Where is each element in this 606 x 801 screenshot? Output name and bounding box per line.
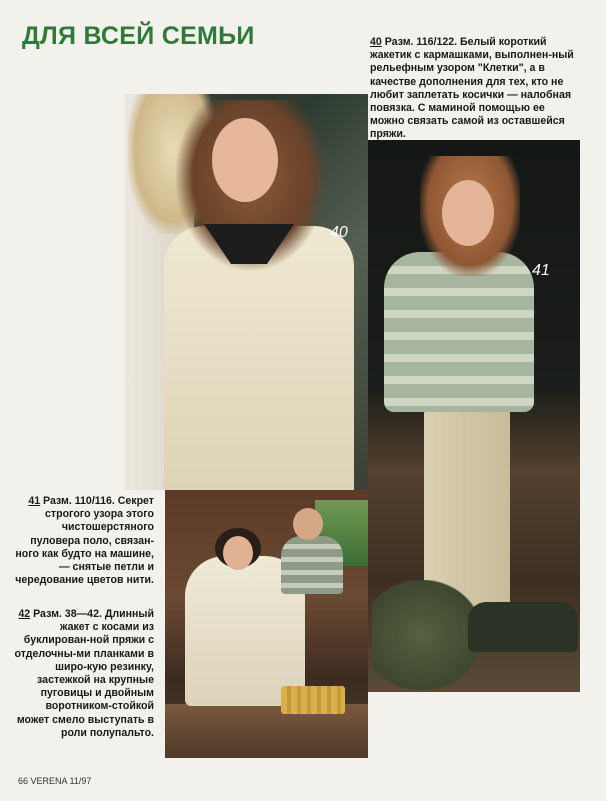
section-title: ДЛЯ ВСЕЙ СЕМЬИ	[22, 22, 255, 50]
caption-number: 41	[28, 495, 41, 507]
duffel-bag	[372, 580, 482, 690]
child-pullover	[281, 536, 343, 594]
caption-text: Разм. 110/116. Секрет строгого узора этого чистошерстяного пуловера поло, связан-ного как будто на машине, — снятые петли и чередование цветов нити.	[15, 495, 154, 587]
child-head	[293, 508, 323, 540]
photo-number-40: 40	[330, 224, 348, 241]
caption-42	[14, 608, 154, 740]
caption-text: Разм. 116/122. Белый короткий жакетик с кармашками, выполнен-ный рельефным узором "Клетки", а в качестве дополнения для тех, кто не любит заплетать косички — налобная повязка. С маминой помощью ее можно связать самой из оставшейся пряжи.	[370, 36, 574, 141]
caption-text: Разм. 38—42. Длинный жакет с косами из буклирован-ной пряжи с отделочны-ми планками в широ-кую резинку, застежкой на крупные пуговицы и двойным воротником-стойкой может смело выступать в роли полупальто.	[14, 608, 154, 739]
striped-pullover	[384, 252, 534, 412]
photo-mother-daughter	[124, 94, 368, 490]
caption-number: 40	[370, 36, 382, 48]
photo-woman-cabin	[165, 490, 368, 758]
caption-number: 42	[18, 608, 31, 620]
girl-face	[212, 118, 278, 202]
photo-girl-pullover	[368, 140, 580, 692]
photo-number-41: 41	[532, 262, 550, 279]
girl-face	[442, 180, 494, 246]
caption-40	[370, 36, 580, 142]
boots	[468, 602, 578, 652]
page-footer: 66 VERENA 11/97	[18, 776, 92, 786]
woman-face	[223, 536, 253, 570]
picnic-basket	[281, 686, 345, 714]
caption-41	[14, 495, 154, 587]
